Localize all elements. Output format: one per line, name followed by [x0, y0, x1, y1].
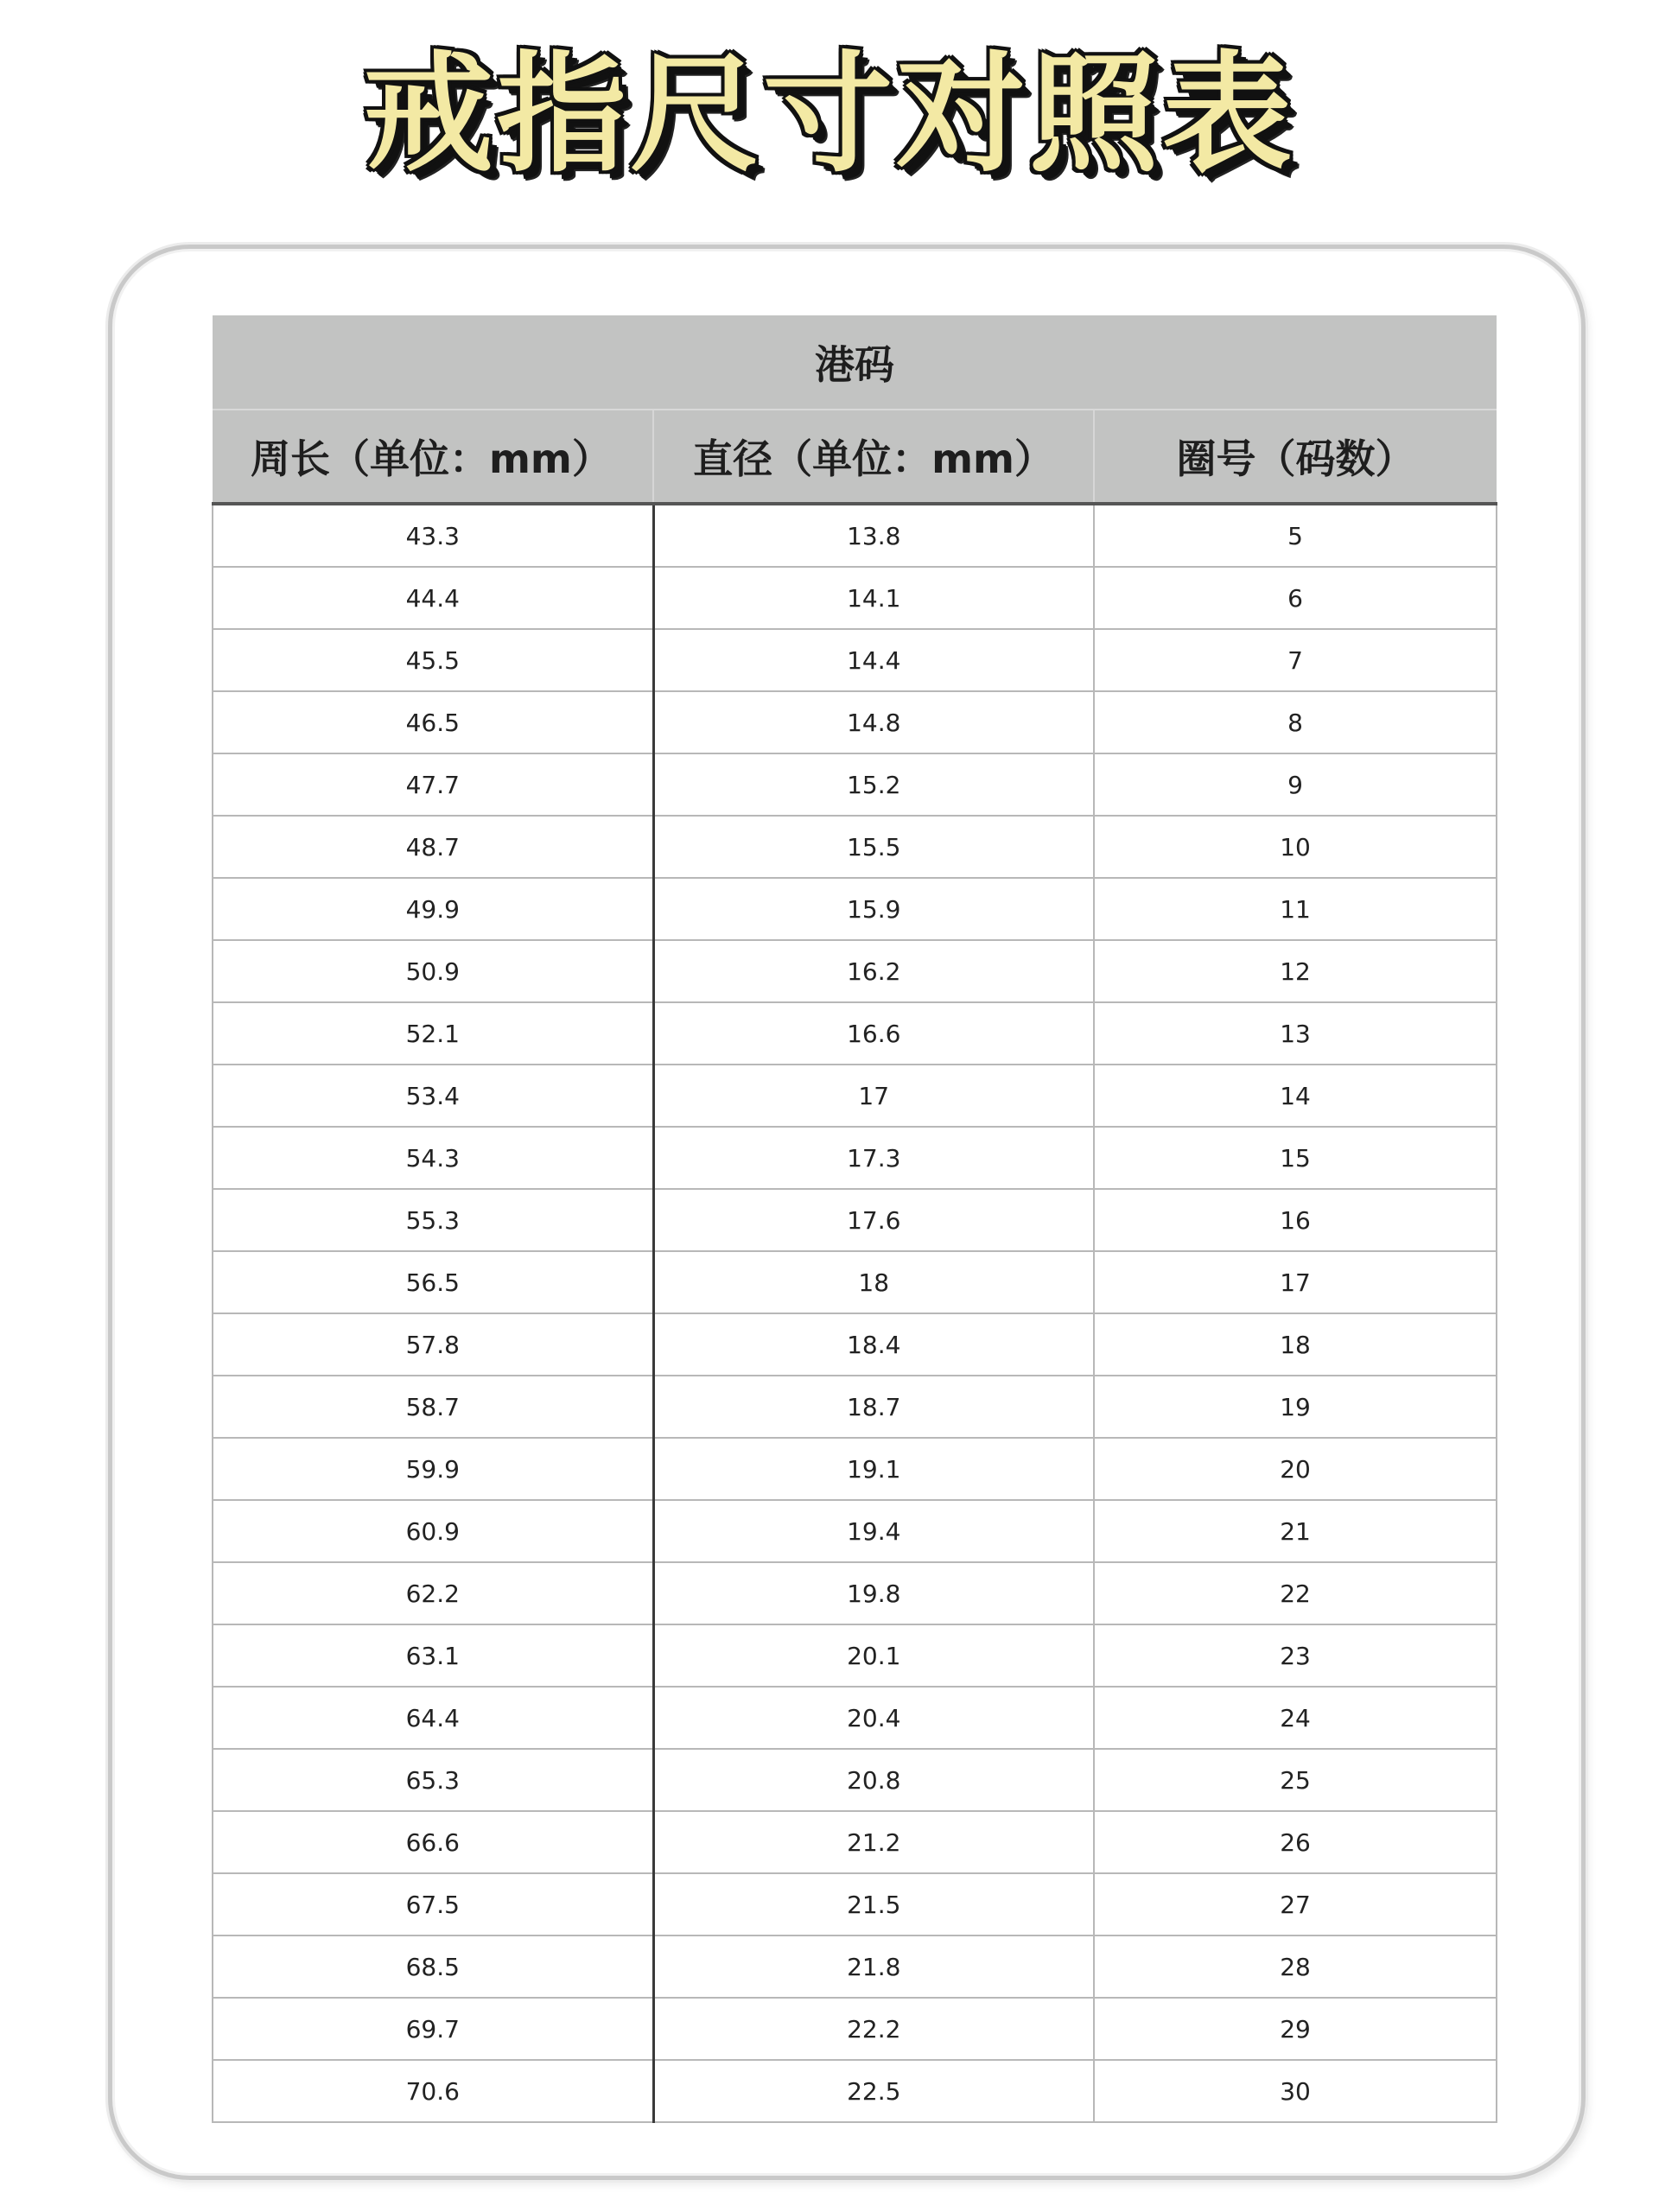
group-header-row: [213, 315, 1497, 410]
ring-size-table: [212, 315, 1497, 2123]
cell-diameter: 18.7: [653, 1376, 1094, 1438]
cell-ring-size: 10: [1094, 816, 1497, 878]
page-title: 戒指尺寸对照表: [363, 40, 1295, 190]
cell-diameter: 19.1: [653, 1438, 1094, 1500]
table-row: [213, 753, 1497, 816]
table-row: [213, 1936, 1497, 1998]
cell-circumference: 60.9: [213, 1500, 653, 1562]
cell-diameter: 21.5: [653, 1873, 1094, 1936]
cell-ring-size: 16: [1094, 1189, 1497, 1251]
table-row: [213, 567, 1497, 629]
cell-circumference: 45.5: [213, 629, 653, 691]
cell-circumference: 49.9: [213, 878, 653, 940]
table-row: [213, 940, 1497, 1002]
table-row: [213, 1251, 1497, 1313]
table-body: [213, 504, 1497, 2122]
table-row: [213, 2060, 1497, 2122]
cell-circumference: 68.5: [213, 1936, 653, 1998]
cell-circumference: 46.5: [213, 691, 653, 753]
cell-diameter: 15.9: [653, 878, 1094, 940]
cell-circumference: 48.7: [213, 816, 653, 878]
cell-diameter: 17.3: [653, 1127, 1094, 1189]
cell-ring-size: 13: [1094, 1002, 1497, 1065]
cell-ring-size: 8: [1094, 691, 1497, 753]
cell-circumference: 50.9: [213, 940, 653, 1002]
cell-diameter: 20.8: [653, 1749, 1094, 1811]
table-row: [213, 1313, 1497, 1376]
cell-ring-size: 12: [1094, 940, 1497, 1002]
table-row: [213, 504, 1497, 567]
cell-ring-size: 29: [1094, 1998, 1497, 2060]
cell-diameter: 14.1: [653, 567, 1094, 629]
table-row: [213, 1500, 1497, 1562]
cell-circumference: 58.7: [213, 1376, 653, 1438]
cell-circumference: 69.7: [213, 1998, 653, 2060]
cell-diameter: 17: [653, 1065, 1094, 1127]
cell-circumference: 55.3: [213, 1189, 653, 1251]
cell-circumference: 52.1: [213, 1002, 653, 1065]
table-row: [213, 1438, 1497, 1500]
cell-diameter: 19.4: [653, 1500, 1094, 1562]
cell-ring-size: 6: [1094, 567, 1497, 629]
cell-diameter: 22.2: [653, 1998, 1094, 2060]
column-header-circumference: 周长（单位：mm）: [213, 410, 653, 504]
cell-circumference: 65.3: [213, 1749, 653, 1811]
table-row: [213, 1998, 1497, 2060]
cell-circumference: 62.2: [213, 1562, 653, 1624]
table-row: [213, 691, 1497, 753]
cell-diameter: 20.1: [653, 1624, 1094, 1687]
cell-ring-size: 20: [1094, 1438, 1497, 1500]
cell-ring-size: 18: [1094, 1313, 1497, 1376]
cell-ring-size: 25: [1094, 1749, 1497, 1811]
table-row: [213, 1873, 1497, 1936]
table-row: [213, 878, 1497, 940]
cell-circumference: 54.3: [213, 1127, 653, 1189]
cell-diameter: 17.6: [653, 1189, 1094, 1251]
table-row: [213, 1127, 1497, 1189]
table-row: [213, 629, 1497, 691]
cell-ring-size: 5: [1094, 504, 1497, 567]
cell-diameter: 19.8: [653, 1562, 1094, 1624]
table-row: [213, 1749, 1497, 1811]
cell-diameter: 20.4: [653, 1687, 1094, 1749]
column-header-ring-size: 圈号（码数）: [1094, 410, 1497, 504]
table-row: [213, 1811, 1497, 1873]
cell-circumference: 44.4: [213, 567, 653, 629]
cell-ring-size: 11: [1094, 878, 1497, 940]
table-row: [213, 816, 1497, 878]
table-row: [213, 1065, 1497, 1127]
cell-ring-size: 17: [1094, 1251, 1497, 1313]
cell-circumference: 67.5: [213, 1873, 653, 1936]
table-row: [213, 1002, 1497, 1065]
cell-diameter: 22.5: [653, 2060, 1094, 2122]
cell-ring-size: 14: [1094, 1065, 1497, 1127]
cell-ring-size: 24: [1094, 1687, 1497, 1749]
cell-ring-size: 27: [1094, 1873, 1497, 1936]
cell-diameter: 14.4: [653, 629, 1094, 691]
cell-diameter: 21.8: [653, 1936, 1094, 1998]
cell-circumference: 66.6: [213, 1811, 653, 1873]
cell-circumference: 47.7: [213, 753, 653, 816]
table-row: [213, 1189, 1497, 1251]
cell-circumference: 63.1: [213, 1624, 653, 1687]
cell-circumference: 57.8: [213, 1313, 653, 1376]
cell-ring-size: 7: [1094, 629, 1497, 691]
cell-diameter: 18.4: [653, 1313, 1094, 1376]
cell-diameter: 16.6: [653, 1002, 1094, 1065]
cell-ring-size: 15: [1094, 1127, 1497, 1189]
cell-ring-size: 9: [1094, 753, 1497, 816]
cell-diameter: 18: [653, 1251, 1094, 1313]
cell-ring-size: 19: [1094, 1376, 1497, 1438]
column-header-diameter: 直径（单位：mm）: [653, 410, 1094, 504]
cell-circumference: 59.9: [213, 1438, 653, 1500]
cell-diameter: 13.8: [653, 504, 1094, 567]
cell-circumference: 56.5: [213, 1251, 653, 1313]
table-row: [213, 1687, 1497, 1749]
cell-diameter: 15.2: [653, 753, 1094, 816]
table-row: [213, 1562, 1497, 1624]
group-header-hk-size: 港码: [213, 315, 1497, 410]
cell-ring-size: 28: [1094, 1936, 1497, 1998]
cell-ring-size: 26: [1094, 1811, 1497, 1873]
cell-diameter: 15.5: [653, 816, 1094, 878]
cell-circumference: 43.3: [213, 504, 653, 567]
table-row: [213, 1376, 1497, 1438]
cell-circumference: 53.4: [213, 1065, 653, 1127]
cell-ring-size: 23: [1094, 1624, 1497, 1687]
cell-circumference: 64.4: [213, 1687, 653, 1749]
cell-ring-size: 30: [1094, 2060, 1497, 2122]
column-header-row: [213, 410, 1497, 504]
cell-circumference: 70.6: [213, 2060, 653, 2122]
cell-diameter: 16.2: [653, 940, 1094, 1002]
cell-ring-size: 21: [1094, 1500, 1497, 1562]
table-row: [213, 1624, 1497, 1687]
cell-diameter: 14.8: [653, 691, 1094, 753]
cell-ring-size: 22: [1094, 1562, 1497, 1624]
cell-diameter: 21.2: [653, 1811, 1094, 1873]
